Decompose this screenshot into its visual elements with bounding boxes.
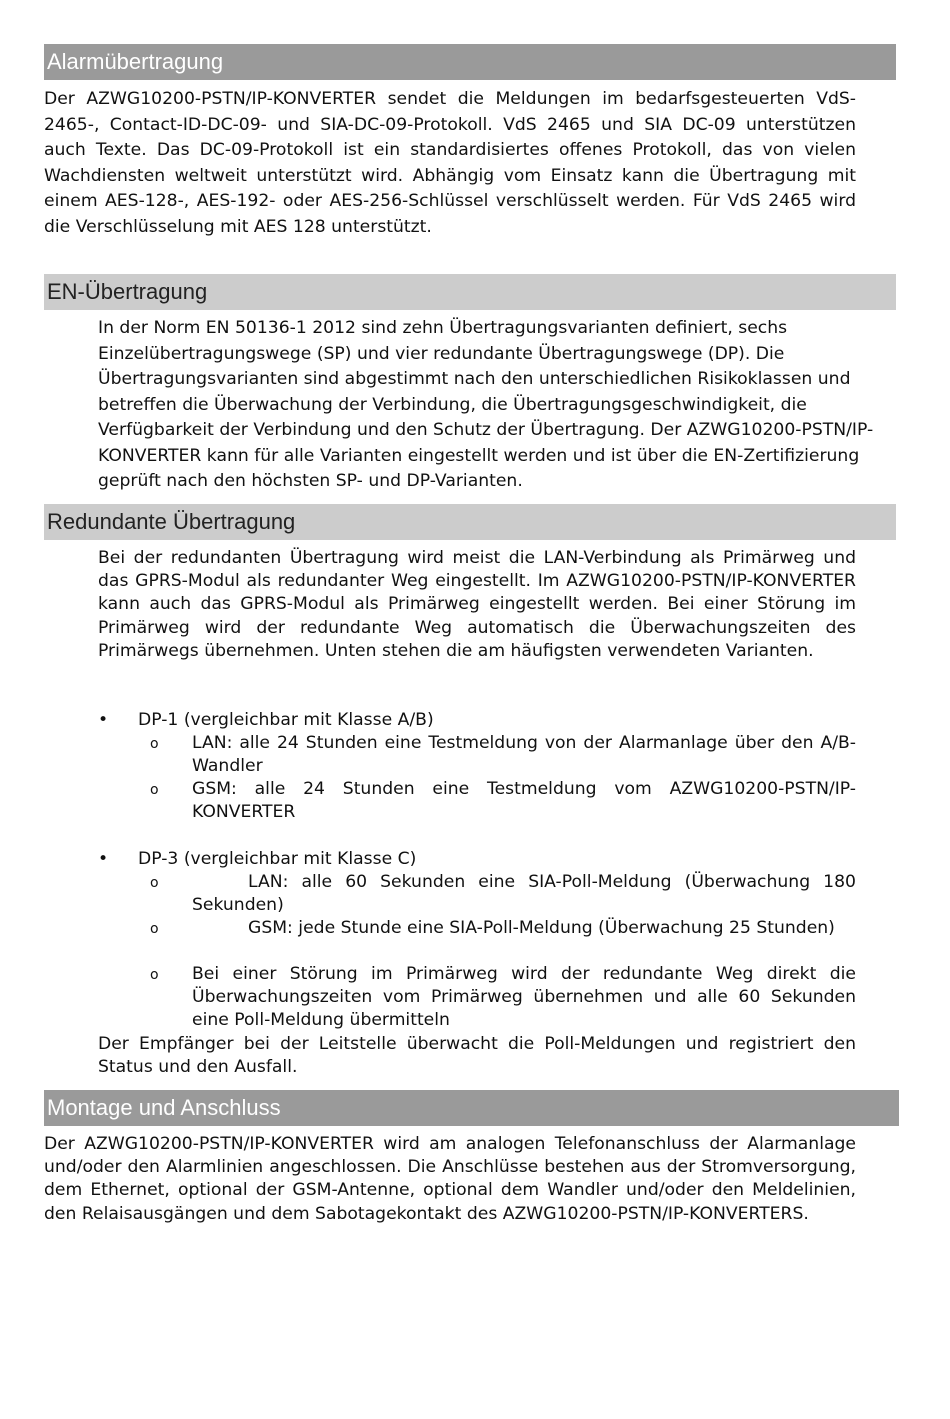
dp3-gsm-text: GSM: jede Stunde eine SIA-Poll-Meldung (Überwachung 25 Stunden) xyxy=(248,918,835,938)
dp1-lan-text: LAN: alle 24 Stunden eine Testmeldung von der Alarmanlage über den A/B-Wandler xyxy=(192,733,856,777)
list-subitem-dp1-lan xyxy=(150,732,856,778)
section-heading-redundante-uebertragung: Redundante Übertragung xyxy=(44,504,896,540)
list-subitem-dp3-lan xyxy=(150,871,856,917)
dp1-gsm-text: GSM: alle 24 Stunden eine Testmeldung vom AZWG10200-PSTN/IP-KONVERTER xyxy=(192,779,856,823)
alarm-paragraph: Der AZWG10200-PSTN/IP-KONVERTER sendet die Meldungen im bedarfsgesteuerten VdS-2465-, Contact-ID-DC-09- und SIA-DC-09-Protokoll. VdS 2465 und SIA DC-09 unterstützen auch Texte. Das DC-09-Protokoll ist ein standardisiertes offenes Protokoll, das von vielen Wachdiensten weltweit unterstützt wird. Abhängig vom Einsatz kann die Übertragung mit einem AES-128-, AES-192- oder AES-256-Schlüssel verschlüsselt werden. Für VdS 2465 wird die Verschlüsselung mit AES 128 unterstützt. xyxy=(44,89,856,237)
en-paragraph: In der Norm EN 50136-1 2012 sind zehn Übertragungsvarianten definiert, sechs Einzelübertragungswege (SP) und vier redundante Übertragungswege (DP). Die Übertragungsvarianten sind abgestimmt nach den unterschiedlichen Risikoklassen und betreffen die Überwachung der Verbindung, die Übertragungsgeschwindigkeit, die Verfügbarkeit der Verbindung und den Schutz der Übertragung. Der AZWG10200-PSTN/IP-KONVERTER kann für alle Varianten eingestellt werden und ist über die EN-Zertifizierung geprüft nach den höchsten SP- und DP-Varianten. xyxy=(98,318,874,491)
circle-bullet-icon: o xyxy=(150,736,159,752)
dp3-stoerung-text: Bei einer Störung im Primärweg wird der redundante Weg direkt die Überwachungszeiten vom Primärweg übernehmen und alle 60 Sekunden eine Poll-Meldung übermitteln xyxy=(192,964,856,1031)
dp1-label: DP-1 (vergleichbar mit Klasse A/B) xyxy=(138,710,434,730)
bullet-icon: • xyxy=(98,710,109,730)
list-subitem-dp1-gsm xyxy=(150,778,856,824)
circle-bullet-icon: o xyxy=(150,875,159,891)
dp3-lan-text: LAN: alle 60 Sekunden eine SIA-Poll-Meldung (Überwachung 180 Sekunden) xyxy=(192,872,856,916)
redundant-intro-paragraph: Bei der redundanten Übertragung wird meist die LAN-Verbindung als Primärweg und das GPRS-Modul als redundanter Weg eingestellt. Im AZWG10200-PSTN/IP-KONVERTER kann auch das GPRS-Modul als Primärweg eingestellt werden. Bei einer Störung im Primärweg wird der redundante Weg automatisch die Überwachungszeiten des Primärwegs übernehmen. Unten stehen die am häufigsten verwendeten Varianten. xyxy=(98,548,856,661)
bullet-icon: • xyxy=(98,849,109,869)
montage-paragraph: Der AZWG10200-PSTN/IP-KONVERTER wird am analogen Telefonanschluss der Alarmanlage und/oder den Alarmlinien angeschlossen. Die Anschlüsse bestehen aus der Stromversorgung, dem Ethernet, optional der GSM-Antenne, optional dem Wandler und/oder den Meldelinien, den Relaisausgängen und dem Sabotagekontakt des AZWG10200-PSTN/IP-KONVERTERS. xyxy=(44,1134,856,1224)
section-heading-en-uebertragung: EN-Übertragung xyxy=(44,274,896,310)
redundant-closing-paragraph: Der Empfänger bei der Leitstelle überwacht die Poll-Meldungen und registriert den Status und den Ausfall. xyxy=(98,1034,856,1078)
circle-bullet-icon: o xyxy=(150,782,159,798)
list-subitem-dp3-stoerung xyxy=(150,963,856,1033)
list-subitem-dp3-gsm xyxy=(150,917,856,940)
section-heading-alarmuebertragung: Alarmübertragung xyxy=(44,44,896,80)
section-heading-montage-und-anschluss: Montage und Anschluss xyxy=(44,1090,899,1126)
dp3-label: DP-3 (vergleichbar mit Klasse C) xyxy=(138,849,417,869)
circle-bullet-icon: o xyxy=(150,921,159,937)
circle-bullet-icon: o xyxy=(150,967,159,983)
